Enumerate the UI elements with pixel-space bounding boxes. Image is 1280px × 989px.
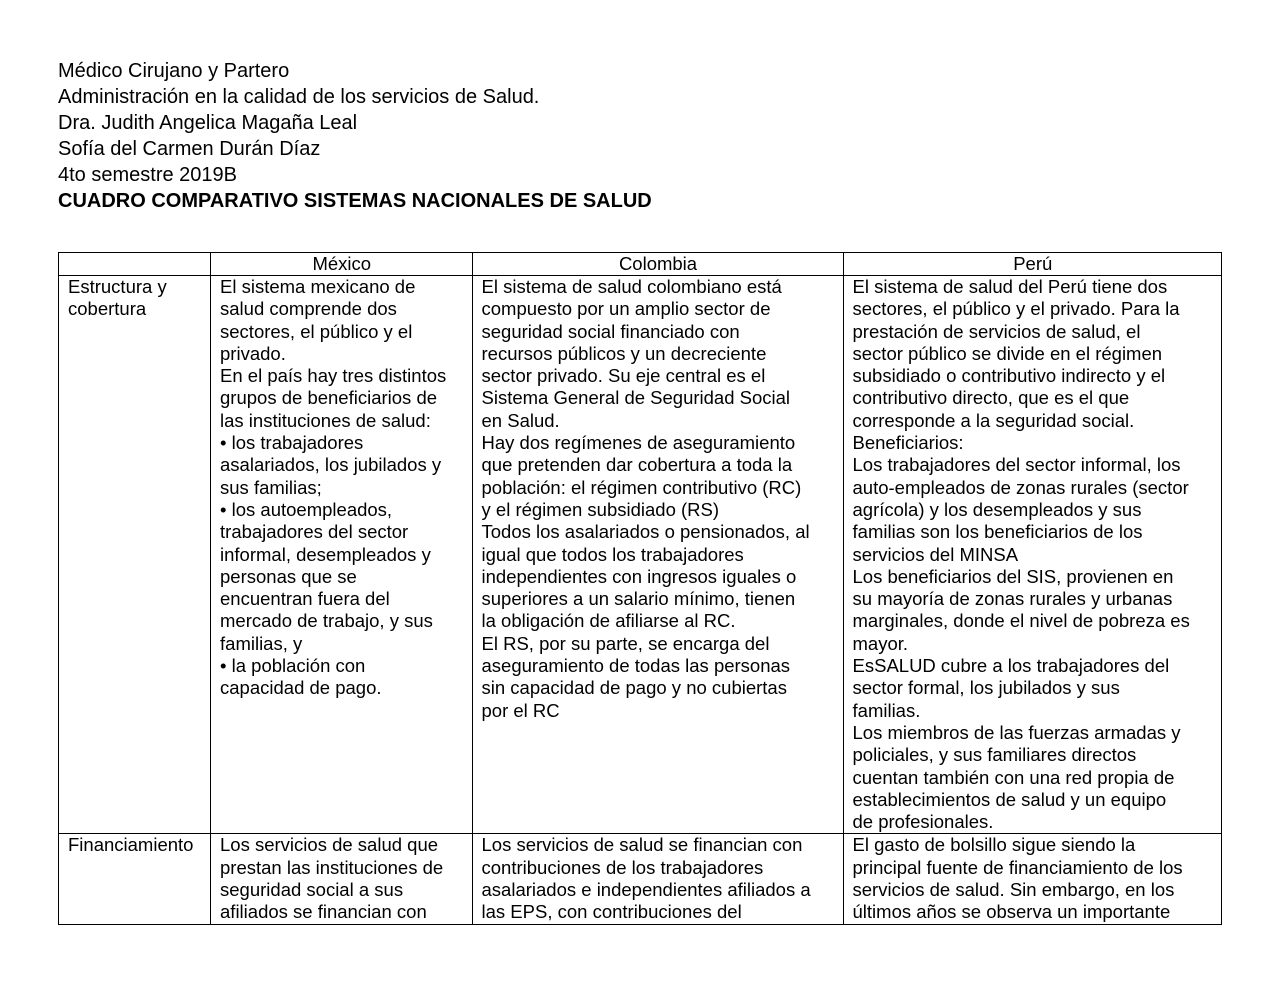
cell-text-line: servicios de salud. Sin embargo, en los bbox=[852, 879, 1175, 901]
cell-text-line: grupos de beneficiarios de bbox=[220, 387, 438, 409]
cell-text-line: Todos los asalariados o pensionados, al bbox=[481, 521, 810, 543]
cell-text-line: recursos públicos y un decreciente bbox=[481, 342, 767, 364]
cell-text-line: El sistema de salud colombiano está bbox=[481, 276, 782, 297]
cell-text-line: En el país hay tres distintos bbox=[220, 365, 447, 387]
cell-text-line: familias, y bbox=[220, 632, 303, 654]
cell-text-line: encuentran fuera del bbox=[220, 588, 390, 610]
table-row bbox=[59, 276, 1222, 834]
cell-text-line: EsSALUD cubre a los trabajadores del bbox=[852, 655, 1170, 677]
header-cell-empty bbox=[59, 253, 211, 276]
cell-text-line: El sistema mexicano de bbox=[220, 276, 416, 297]
document-title: CUADRO COMPARATIVO SISTEMAS NACIONALES DE SALUD bbox=[58, 190, 652, 212]
cell-text-line: afiliados se financian con bbox=[220, 901, 427, 923]
table-row bbox=[59, 834, 1222, 924]
cell-text-line: contribuciones de los trabajadores bbox=[481, 856, 764, 878]
cell-text-line: asalariados, los jubilados y bbox=[220, 454, 442, 476]
cell-text-line: por el RC bbox=[481, 699, 560, 721]
cell-text-line: Beneficiarios: bbox=[852, 432, 964, 454]
cell-text-line: seguridad social a sus bbox=[220, 879, 404, 901]
cell-text-line: aseguramiento de todas las personas bbox=[481, 655, 791, 677]
cell-text-line: su mayoría de zonas rurales y urbanas bbox=[852, 588, 1173, 610]
cell-text-line: sector formal, los jubilados y sus bbox=[852, 677, 1120, 699]
cell-text-line: Los beneficiarios del SIS, provienen en bbox=[852, 565, 1174, 587]
cell-text-line: Los miembros de las fuerzas armadas y bbox=[852, 721, 1181, 743]
cell-text-line: las EPS, con contribuciones del bbox=[481, 901, 742, 923]
cell-text-line: principal fuente de financiamiento de los bbox=[852, 856, 1183, 878]
cell-text-line: El RS, por su parte, se encarga del bbox=[481, 632, 770, 654]
cell-text-line: últimos años se observa un importante bbox=[852, 901, 1171, 923]
cell-text-line: Los servicios de salud se financian con bbox=[481, 834, 803, 856]
cell-text-line: agrícola) y los desempleados y sus bbox=[852, 498, 1142, 520]
cell-text-line: seguridad social financiado con bbox=[481, 320, 740, 342]
cell-text-line: subsidiado o contributivo indirecto y el bbox=[852, 365, 1166, 387]
cell-text-line: sectores, el público y el privado. Para la bbox=[852, 298, 1180, 320]
cell-text-line: asalariados e independientes afiliados a bbox=[481, 879, 811, 901]
cell-text-line: auto-empleados de zonas rurales (sector bbox=[852, 476, 1189, 498]
cell-text-line: servicios del MINSA bbox=[852, 543, 1019, 565]
cell-text-line: en Salud. bbox=[481, 409, 560, 431]
cell-text-line: cuentan también con una red propia de bbox=[852, 766, 1175, 788]
cell-text-line: personas que se bbox=[220, 565, 357, 587]
cell-text-line: superiores a un salario mínimo, tienen bbox=[481, 588, 796, 610]
cell-text-line: salud comprende dos bbox=[220, 298, 397, 320]
cell-text-line: Los trabajadores del sector informal, los bbox=[852, 454, 1181, 476]
cell-text-line: Los servicios de salud que bbox=[220, 834, 439, 856]
cell-text-line: sector privado. Su eje central es el bbox=[481, 365, 766, 387]
cell-text-line: El sistema de salud del Perú tiene dos bbox=[852, 276, 1168, 297]
cell-text-line: policiales, y sus familiares directos bbox=[852, 744, 1137, 766]
mexico-cell bbox=[211, 834, 473, 924]
document-header bbox=[58, 58, 1218, 214]
cell-text-line: capacidad de pago. bbox=[220, 677, 382, 699]
peru-cell bbox=[843, 834, 1221, 924]
cell-text-line: • la población con bbox=[220, 655, 366, 677]
header-line-program: Médico Cirujano y Partero bbox=[58, 60, 290, 82]
cell-text-line: población: el régimen contributivo (RC) bbox=[481, 476, 802, 498]
cell-text-line: compuesto por un amplio sector de bbox=[481, 298, 771, 320]
cell-text-line: familias. bbox=[852, 699, 921, 721]
comparison-table bbox=[58, 252, 1222, 925]
cell-text-line: sectores, el público y el bbox=[220, 320, 413, 342]
peru-cell bbox=[843, 276, 1221, 834]
header-cell-peru: Perú bbox=[843, 253, 1221, 276]
cell-text-line: privado. bbox=[220, 342, 286, 364]
header-line-teacher: Dra. Judith Angelica Magaña Leal bbox=[58, 112, 358, 134]
cell-text-line: informal, desempleados y bbox=[220, 543, 431, 565]
cell-text-line: Estructura y bbox=[68, 276, 167, 297]
cell-text-line: Hay dos regímenes de aseguramiento bbox=[481, 432, 796, 454]
header-cell-colombia: Colombia bbox=[472, 253, 843, 276]
cell-text-line: cobertura bbox=[68, 298, 147, 320]
cell-text-line: familias son los beneficiarios de los bbox=[852, 521, 1143, 543]
cell-text-line: sin capacidad de pago y no cubiertas bbox=[481, 677, 787, 699]
table-header-row bbox=[59, 253, 1222, 276]
cell-text-line: prestación de servicios de salud, el bbox=[852, 320, 1141, 342]
colombia-cell bbox=[472, 276, 843, 834]
cell-text-line: de profesionales. bbox=[852, 811, 994, 833]
cell-text-line: prestan las instituciones de bbox=[220, 856, 444, 878]
cell-text-line: establecimientos de salud y un equipo bbox=[852, 788, 1167, 810]
cell-text-line: que pretenden dar cobertura a toda la bbox=[481, 454, 793, 476]
cell-text-line: • los trabajadores bbox=[220, 432, 364, 454]
header-line-student: Sofía del Carmen Durán Díaz bbox=[58, 138, 321, 160]
cell-text-line: marginales, donde el nivel de pobreza es bbox=[852, 610, 1190, 632]
cell-text-line: mayor. bbox=[852, 632, 909, 654]
cell-text-line: sus familias; bbox=[220, 476, 322, 498]
cell-text-line: corresponde a la seguridad social. bbox=[852, 409, 1135, 431]
cell-text-line: contributivo directo, que es el que bbox=[852, 387, 1130, 409]
cell-text-line: mercado de trabajo, y sus bbox=[220, 610, 433, 632]
cell-text-line: El gasto de bolsillo sigue siendo la bbox=[852, 834, 1136, 856]
cell-text-line: Sistema General de Seguridad Social bbox=[481, 387, 791, 409]
header-line-semester: 4to semestre 2019B bbox=[58, 164, 237, 186]
cell-text-line: igual que todos los trabajadores bbox=[481, 543, 744, 565]
cell-text-line: la obligación de afiliarse al RC. bbox=[481, 610, 736, 632]
cell-text-line: trabajadores del sector bbox=[220, 521, 409, 543]
cell-text-line: Financiamiento bbox=[68, 834, 194, 856]
mexico-cell bbox=[211, 276, 473, 834]
cell-text-line: • los autoempleados, bbox=[220, 498, 393, 520]
cell-text-line: independientes con ingresos iguales o bbox=[481, 565, 797, 587]
row-label-cell bbox=[59, 276, 211, 834]
cell-text-line: y el régimen subsidiado (RS) bbox=[481, 498, 720, 520]
colombia-cell bbox=[472, 834, 843, 924]
header-line-course: Administración en la calidad de los servicios de Salud. bbox=[58, 86, 540, 108]
cell-text-line: las instituciones de salud: bbox=[220, 409, 431, 431]
header-cell-mexico: México bbox=[211, 253, 473, 276]
row-label-cell bbox=[59, 834, 211, 924]
cell-text-line: sector público se divide en el régimen bbox=[852, 342, 1163, 364]
